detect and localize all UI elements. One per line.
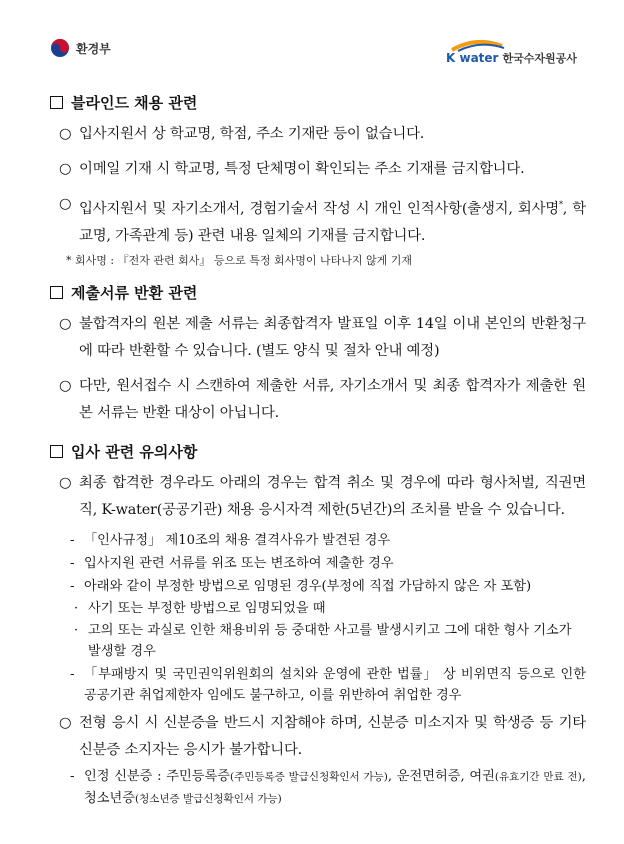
- footnote: * 회사명 : 『전자 관련 회사』 등으로 특정 회사명이 나타나지 않게 기재: [66, 253, 412, 267]
- sub-sub-item: · 사기 또는 부정한 방법으로 임명되었을 때: [74, 600, 326, 616]
- circle-bullet-icon: ○: [59, 196, 72, 212]
- sub-item: - 아래와 같이 부정한 방법으로 임명된 경우(부정에 직접 가담하지 않은 자 포함): [70, 578, 532, 594]
- list-item: ○ 입사지원서 상 학교명, 학점, 주소 기재란 등이 없습니다.: [50, 121, 586, 148]
- section-title-notice: 입사 관련 유의사항: [50, 441, 586, 462]
- sub-item: - 「인사규정」 제10조의 채용 결격사유가 발견된 경우: [70, 532, 391, 548]
- checkbox-square-icon: [50, 286, 63, 299]
- list-item: ○ 최종 합격한 경우라도 아래의 경우는 합격 취소 및 경우에 따라 형사처벌, 직권면직, K-water(공공기관) 채용 응시자격 제한(5년간)의 조치를 받을 수 있습니다.: [50, 470, 586, 524]
- circle-bullet-icon: ○: [59, 126, 72, 142]
- checkbox-square-icon: [50, 445, 63, 458]
- list-item: ○ 다만, 원서접수 시 스캔하여 제출한 서류, 자기소개서 및 최종 합격자가 제출한 원본 서류는 반환 대상이 아닙니다.: [50, 373, 586, 427]
- sub-sub-item: · 고의 또는 과실로 인한 채용비위 등 중대한 사고를 발생시키고 그에 대한 형사 기소가 발생할 경우: [74, 622, 572, 659]
- circle-bullet-icon: ○: [59, 161, 72, 177]
- ministry-name: 환경부: [76, 41, 111, 56]
- taegeuk-emblem-icon: [50, 38, 70, 58]
- kwater-logo: [446, 38, 576, 66]
- section-title-blind: 블라인드 채용 관련: [50, 92, 586, 113]
- circle-bullet-icon: ○: [59, 377, 72, 394]
- section-title-return: 제출서류 반환 관련: [50, 282, 586, 303]
- checkbox-square-icon: [50, 96, 63, 109]
- list-item: ○ 불합격자의 원본 제출 서류는 최종합격자 발표일 이후 14일 이내 본인의 반환청구에 따라 반환할 수 있습니다. (별도 양식 및 절차 안내 예정): [50, 311, 586, 365]
- circle-bullet-icon: ○: [59, 474, 72, 491]
- sub-item-id-cards: - 인정 신분증 : 주민등록증(주민등록증 발급신청확인서 가능), 운전면허증, 여권(유효기간 만료 전), 청소년증(청소년증 발급신청확인서 가능): [70, 768, 586, 806]
- circle-bullet-icon: ○: [59, 315, 72, 332]
- document-body: [50, 84, 586, 810]
- list-item: ○ 전형 응시 시 신분증을 반드시 지참해야 하며, 신분증 미소지자 및 학생증 등 기타 신분증 소지자는 응시가 불가합니다.: [50, 710, 586, 764]
- sub-item: - 입사지원 관련 서류를 위조 또는 변조하여 제출한 경우: [70, 555, 394, 571]
- list-item: ○ 입사지원서 및 자기소개서, 경험기술서 작성 시 개인 인적사항(출생지, 회사명*, 학교명, 가족관계 등) 관련 내용 일체의 기재를 금지합니다.: [50, 191, 586, 250]
- list-item: ○ 이메일 기재 시 학교명, 특정 단체명이 확인되는 주소 기재를 금지합니다.: [50, 156, 586, 183]
- sub-item: - 「부패방지 및 국민권익위원회의 설치와 운영에 관한 법률」 상 비위면직 등으로 인한 공공기관 취업제한자 임에도 불구하고, 이를 위반하여 취업한 경우: [70, 666, 586, 703]
- circle-bullet-icon: ○: [59, 714, 72, 731]
- page-header: [0, 0, 624, 78]
- kwater-wordmark: K water 한국수자원공사: [446, 51, 577, 65]
- ministry-logo: [50, 38, 111, 58]
